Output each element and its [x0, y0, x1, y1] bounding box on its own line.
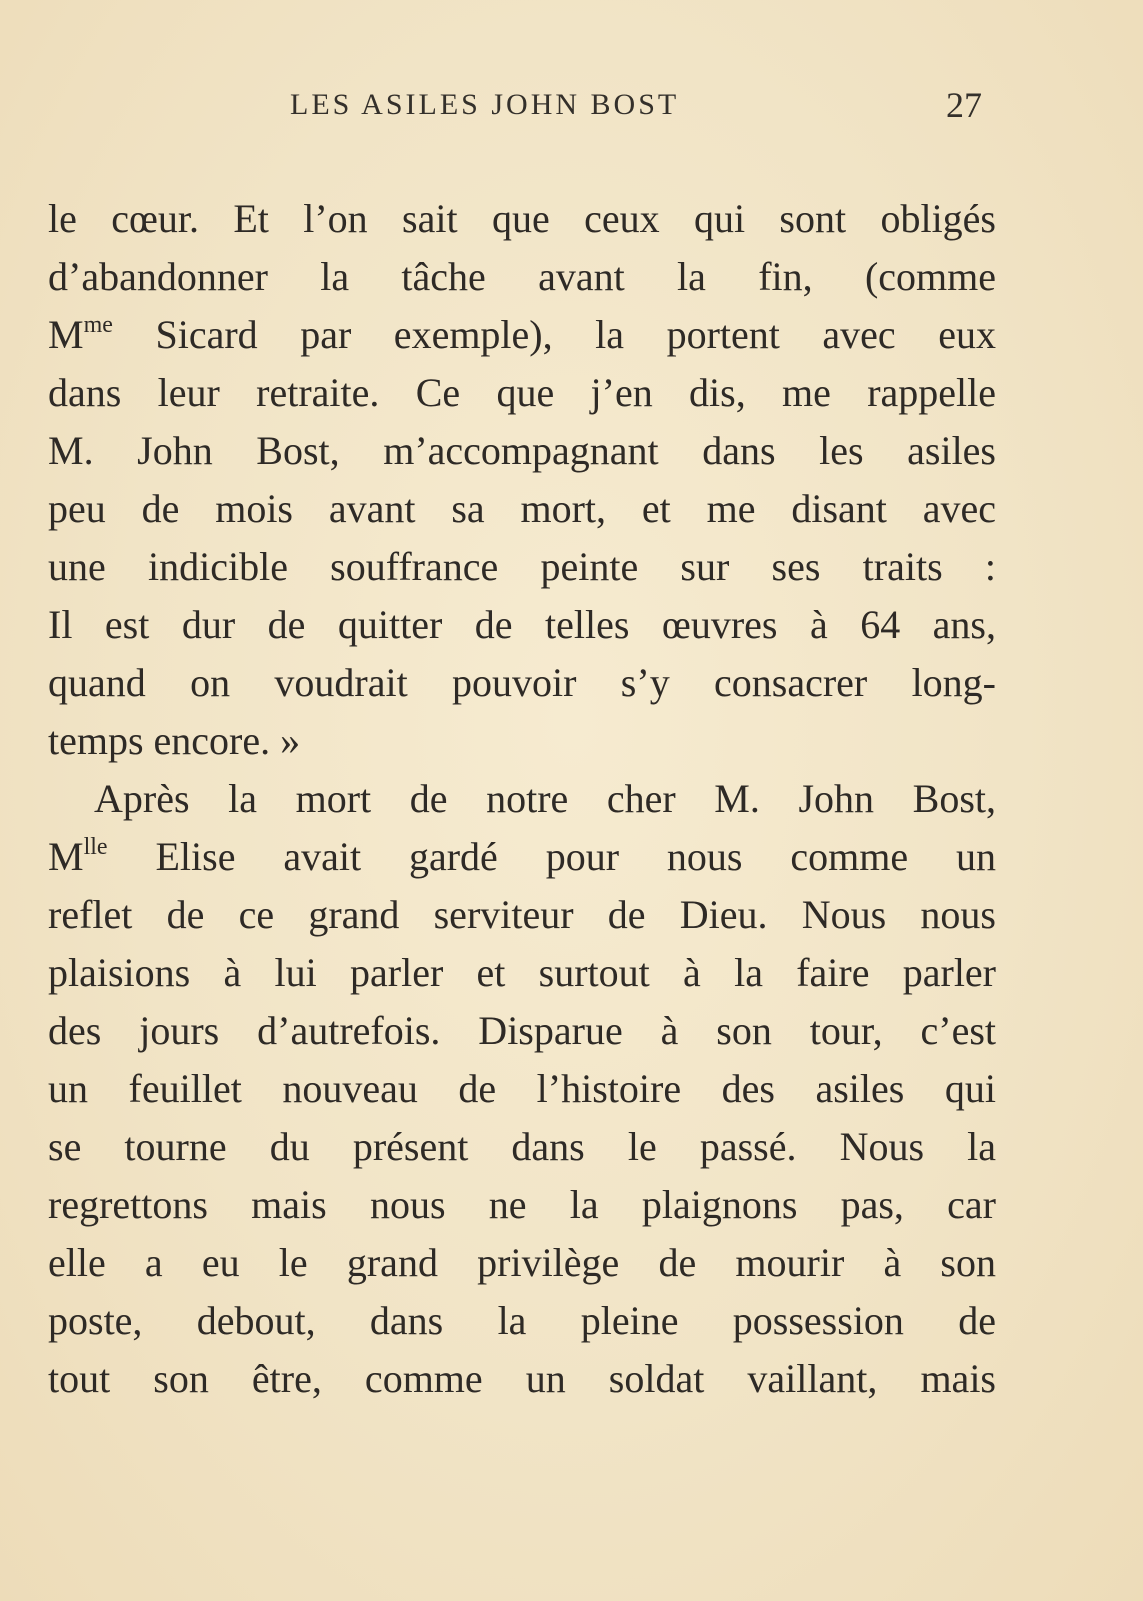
abbreviation: M	[48, 312, 84, 357]
text-line: quand on voudrait pouvoir s’y consacrer long-	[48, 660, 996, 705]
text-line: une indicible souffrance peinte sur ses traits :	[48, 544, 996, 589]
text-line: plaisions à lui parler et surtout à la faire parler	[48, 950, 996, 995]
text-line: peu de mois avant sa mort, et me disant avec	[48, 486, 996, 531]
page-number: 27	[946, 85, 982, 125]
text-line: M. John Bost, m’accompagnant dans les asiles	[48, 428, 996, 473]
abbreviation: M	[48, 834, 84, 879]
text-line	[48, 306, 996, 364]
line-text: Elise avait gardé pour nous comme un	[107, 834, 996, 879]
text-line: se tourne du présent dans le passé. Nous la	[48, 1124, 996, 1169]
text-line: des jours d’autrefois. Disparue à son tour, c’est	[48, 1008, 996, 1053]
text-line: Il est dur de quitter de telles œuvres à 64 ans,	[48, 602, 996, 647]
text-line: un feuillet nouveau de l’histoire des asiles qui	[48, 1066, 996, 1111]
text-line: reflet de ce grand serviteur de Dieu. Nous nous	[48, 892, 996, 937]
line-text: Sicard par exemple), la portent avec eux	[112, 312, 996, 357]
superscript: lle	[83, 834, 108, 860]
superscript: me	[83, 312, 113, 338]
text-line: poste, debout, dans la pleine possession de	[48, 1298, 996, 1343]
running-title: LES ASILES JOHN BOST	[290, 88, 680, 121]
text-line: tout son être, comme un soldat vaillant, mais	[48, 1356, 996, 1401]
body-text	[48, 190, 996, 1408]
text-line: elle a eu le grand privilège de mourir à son	[48, 1240, 996, 1285]
text-line: Après la mort de notre cher M. John Bost,	[94, 776, 996, 821]
text-line	[48, 828, 996, 886]
text-line: d’abandonner la tâche avant la fin, (comme	[48, 254, 996, 299]
text-line: regrettons mais nous ne la plaignons pas, car	[48, 1182, 996, 1227]
text-line: le cœur. Et l’on sait que ceux qui sont obligés	[48, 196, 996, 241]
text-line: temps encore. »	[48, 718, 301, 763]
text-line: dans leur retraite. Ce que j’en dis, me rappelle	[48, 370, 996, 415]
